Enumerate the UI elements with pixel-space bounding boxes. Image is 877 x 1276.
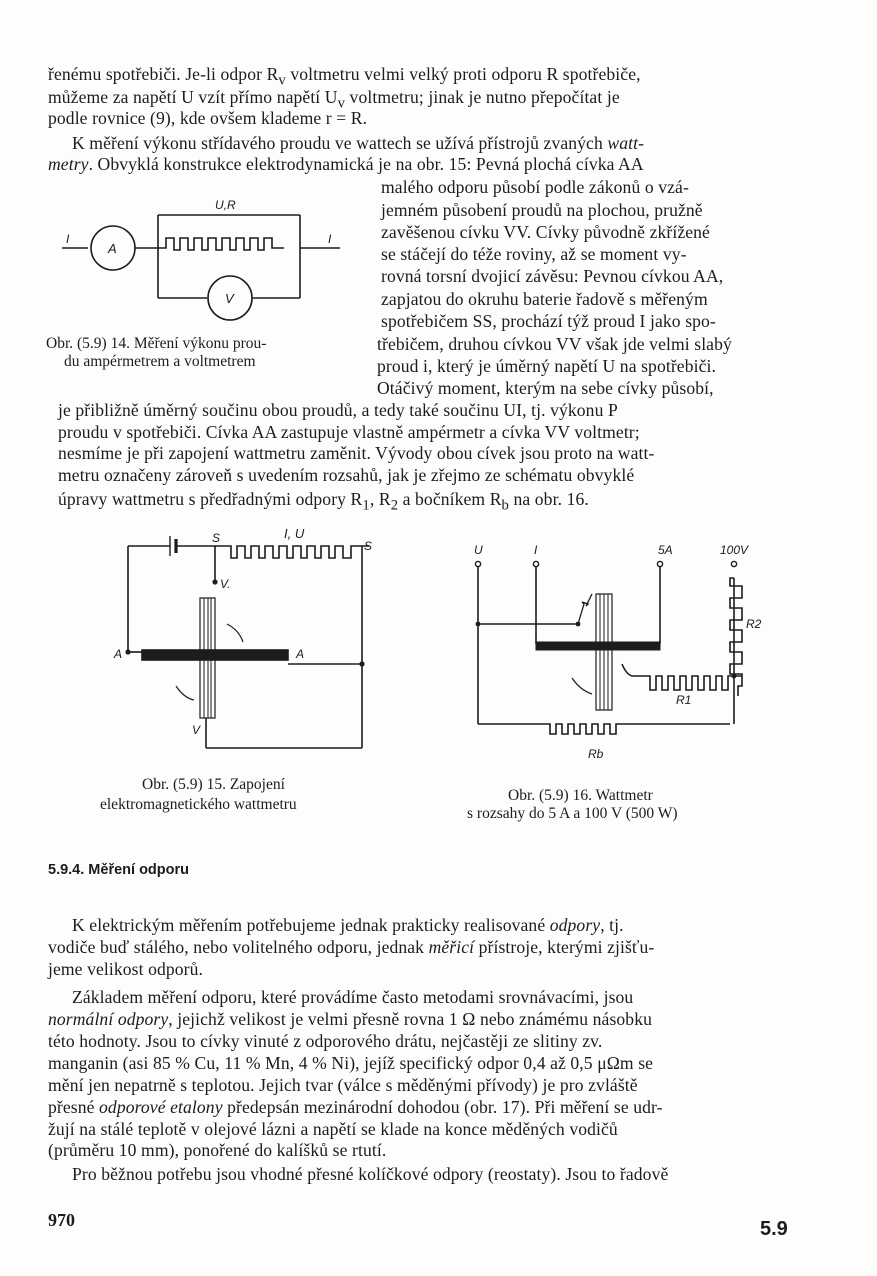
- fig16-caption-1: Obr. (5.9) 16. Wattmetr: [508, 787, 653, 804]
- figure-15-wattmeter: [112, 528, 372, 748]
- text-line: K elektrickým měřením potřebujeme jednak prakticky realisované odpory, tj.: [72, 915, 624, 935]
- fig15-caption-1: Obr. (5.9) 15. Zapojení: [142, 776, 285, 793]
- text-line: proud i, který je úměrný napětí U na spotřebiči.: [377, 356, 716, 376]
- fig15-label-iu: I, U: [284, 526, 305, 541]
- text-line: nesmíme je při zapojení wattmetru zaměnit. Vývody obou cívek jsou proto na watt-: [58, 443, 655, 463]
- fig15-label-s-right: S: [364, 539, 373, 553]
- text-line: malého odporu působí podle zákonů o vzá-: [381, 177, 689, 197]
- text-line: metru označeny zároveň s uvedením rozsahů, jak je zřejmo ze schématu obvyklé: [58, 465, 635, 485]
- fig16-node: [476, 622, 481, 627]
- fig15-caption-2: elektromagnetického wattmetru: [100, 796, 297, 813]
- fig16-label-rb: Rb: [588, 747, 604, 761]
- figure-16-wattmeter-ranges: [470, 538, 770, 768]
- section-heading: 5.9.4. Měření odporu: [48, 862, 189, 878]
- fig16-wires: [478, 564, 742, 734]
- page-number: 970: [48, 1210, 75, 1230]
- text-line: Pro běžnou potřebu jsou vhodné přesné kolíčkové odpory (reostaty). Jsou to řadově: [72, 1164, 669, 1184]
- text-line: Základem měření odporu, které provádíme často metodami srovnávacími, jsou: [72, 987, 634, 1007]
- text-line: proudu v spotřebiči. Cívka AA zastupuje vlastně ampérmetr a cívka VV voltmetr;: [58, 422, 640, 442]
- text-line: žují na stálé teplotě v olejové lázni a napětí se klade na konce měděných vodičů: [48, 1119, 618, 1139]
- fig15-node: [125, 649, 130, 654]
- text-line: mění jen nepatrně s teplotou. Jejich tvar (válce s měděnými přívody) je pro zvláště: [48, 1075, 638, 1095]
- fig14-caption-2: du ampérmetrem a voltmetrem: [64, 353, 256, 370]
- fig14-caption-1: Obr. (5.9) 14. Měření výkonu prou-: [46, 335, 267, 352]
- text-line: Otáčivý moment, kterým na sebe cívky působí,: [377, 378, 714, 398]
- section-marker: 5.9: [760, 1218, 788, 1240]
- text-line: třebičem, druhou cívkou VV však jde velmi slabý: [377, 334, 732, 354]
- text-line: manganin (asi 85 % Cu, 11 % Mn, 4 % Ni), jejíž specifický odpor 0,4 až 0,5 μΩm se: [48, 1053, 654, 1073]
- fig15-node: [212, 579, 217, 584]
- text-line: metry. Obvyklá konstrukce elektrodynamická je na obr. 15: Pevná plochá cívka AA: [48, 154, 644, 174]
- fig16-node: [732, 674, 737, 679]
- text-line: podle rovnice (9), kde ovšem klademe r = R.: [48, 108, 368, 128]
- text-line: přesné odporové etalony předepsán mezinárodní dohodou (obr. 17). Při měření se udr-: [48, 1097, 663, 1117]
- text-line: zapjatou do okruhu baterie řadově s měřeným: [381, 289, 708, 309]
- fig14-wires: [62, 215, 340, 320]
- text-line: normální odpory, jejichž velikost je velmi přesně rovna 1 Ω nebo známému násobku: [48, 1009, 652, 1029]
- fig16-node: [576, 622, 581, 627]
- text-line: úpravy wattmetru s předřadnými odpory $R_1$, $R_2$ a bočníkem $R_b$ na obr. 16.: [58, 489, 589, 514]
- ammeter-symbol: A: [108, 241, 117, 256]
- fig16-terminal: [475, 561, 480, 566]
- fig16-label-u: U: [474, 543, 483, 557]
- text-line: můžeme za napětí U vzít přímo napětí $U_v$ voltmetru; jinak je nutno přepočítat je: [48, 87, 620, 112]
- fig15-label-s-left: S: [212, 531, 221, 545]
- fig14-label-i-right: I: [328, 232, 332, 246]
- text-line: se stáčejí do téže roviny, až se moment vy-: [381, 244, 687, 264]
- fig16-terminal: [657, 561, 662, 566]
- fig16-label-5a: 5A: [658, 543, 673, 557]
- fig15-wires: [128, 536, 369, 748]
- voltmeter-symbol: V: [225, 291, 234, 306]
- text-line: zavěšenou cívku VV. Cívky původně zkřížené: [381, 222, 710, 242]
- fig15-label-v-top: V.: [220, 577, 231, 591]
- text-line: je přibližně úměrný součinu obou proudů, a tedy také součinu UI, tj. výkonu P: [58, 400, 618, 420]
- fig14-label-i-left: I: [66, 232, 70, 246]
- text-line: vodiče buď stálého, nebo volitelného odporu, jednak měřicí přístroje, kterými zjišťu-: [48, 937, 655, 957]
- text-line: této hodnoty. Jsou to cívky vinuté z odporového drátu, nejčastěji ze slitiny zv.: [48, 1031, 603, 1051]
- fig15-label-v-bottom: V: [192, 723, 201, 737]
- fig16-label-i: I: [534, 543, 538, 557]
- fig15-label-a-left: A: [114, 647, 123, 661]
- text-line: jemném působení proudů na plochou, pružně: [381, 200, 703, 220]
- fig16-label-100v: 100V: [720, 543, 749, 557]
- text-line: (průměru 10 mm), ponořené do kalíšků se rtutí.: [48, 1140, 387, 1160]
- fig16-caption-2: s rozsahy do 5 A a 100 V (500 W): [467, 805, 678, 822]
- fig16-terminal: [731, 561, 736, 566]
- figure-14-circuit: [60, 195, 360, 325]
- text-line: řenému spotřebiči. Je-li odpor $R_v$ voltmetru velmi velký proti odporu R spotřebiče,: [48, 64, 641, 89]
- fig15-node: [359, 661, 364, 666]
- text-line: K měření výkonu střídavého proudu ve wattech se užívá přístrojů zvaných watt-: [72, 133, 645, 153]
- fig16-label-r2: R2: [746, 617, 762, 631]
- text-line: jeme velikost odporů.: [48, 959, 204, 979]
- text-line: spotřebičem SS, prochází týž proud I jako spo-: [381, 311, 716, 331]
- fig15-label-a-right: A: [296, 647, 305, 661]
- fig16-terminal: [533, 561, 538, 566]
- text-line: rovná torsní dvojicí závěsu: Pevnou cívkou AA,: [381, 266, 724, 286]
- fig16-label-r1: R1: [676, 693, 692, 707]
- fig14-label-ur: U,R: [215, 198, 236, 212]
